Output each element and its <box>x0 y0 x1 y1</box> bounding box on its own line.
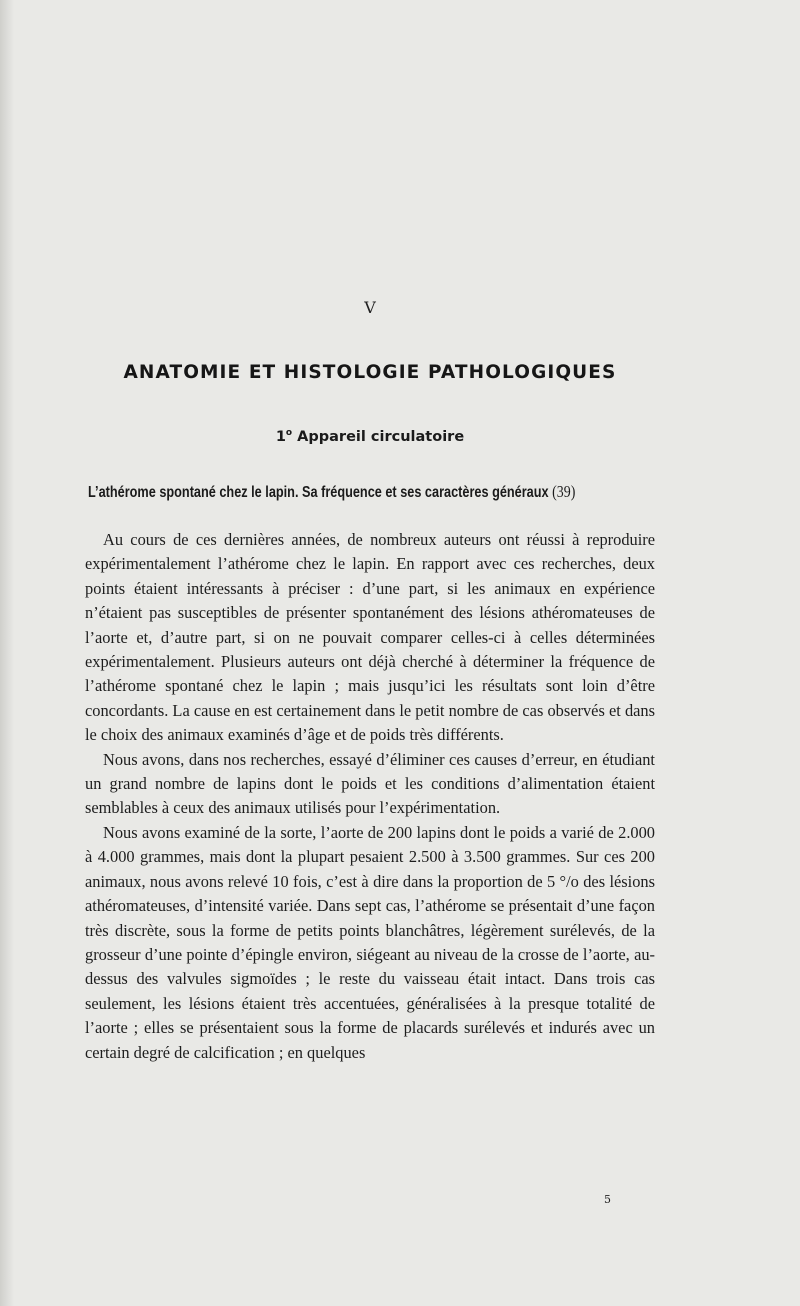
chapter-title: ANATOMIE ET HISTOLOGIE PATHOLOGIQUES <box>123 362 617 383</box>
rubric-reference: (39) <box>552 482 576 501</box>
paragraph: Nous avons, dans nos recherches, essayé d’éliminer ces causes d’erreur, en étudiant un grand nombre de lapins dont le poids et les conditions d’alimentation étaient semblables à ceux des animaux utilisés pour l’expérimentation. <box>85 749 655 818</box>
subsection-ordinal-mark: o <box>285 428 293 438</box>
rubric-text: L’athérome spontané chez le lapin. Sa fréquence et ses caractères généraux <box>88 484 549 501</box>
subsection-title: Appareil circulatoire <box>297 428 465 445</box>
rubric-heading <box>88 482 576 502</box>
paragraph: Nous avons examiné de la sorte, l’aorte de 200 lapins dont le poids a varié de 2.000 à 4.000 grammes, mais dont la plupart pesaient 2.500 à 3.500 grammes. Sur ces 200 animaux, nous avons relevé 10 fois, c’est à dire dans la proportion de 5 °/o des lésions athéromateuses, d’intensité variée. Dans sept cas, l’athérome se présentait d’une façon très discrète, sous la forme de petits points blanchâtres, légèrement surélevés, de la grosseur d’une pointe d’épingle environ, siégeant au niveau de la crosse de l’aorte, au-dessus des valvules sigmoïdes ; le reste du vaisseau était intact. Dans trois cas seulement, les lésions étaient très accentuées, généralisées à la presque totalité de l’aorte ; elles se présentaient sous la forme de placards surélevés et indurés avec un certain degré de calcification ; en quelques <box>85 822 655 1062</box>
subsection-number: 1 <box>275 428 286 445</box>
subsection-heading <box>0 428 740 445</box>
page-number: 5 <box>604 1193 611 1206</box>
body-text <box>85 528 655 1065</box>
paragraph: Au cours de ces dernières années, de nombreux auteurs ont réussi à reproduire expérimentalement l’athérome chez le lapin. En rapport avec ces recherches, deux points étaient intéressants à préciser : d’une part, si les animaux en expérience n’étaient pas susceptibles de présenter spontanément des lésions athéromateuses de l’aorte et, d’autre part, si on ne pouvait comparer celles-ci à celles déterminées expérimentalement. Plusieurs auteurs ont déjà cherché à déterminer la fréquence de l’athérome spontané chez le lapin ; mais jusqu’ici les résultats sont loin d’être concordants. La cause en est certainement dans le petit nombre de cas observés et dans le choix des animaux examinés d’âge et de poids très différents. <box>85 530 655 745</box>
section-number: V <box>364 298 376 317</box>
